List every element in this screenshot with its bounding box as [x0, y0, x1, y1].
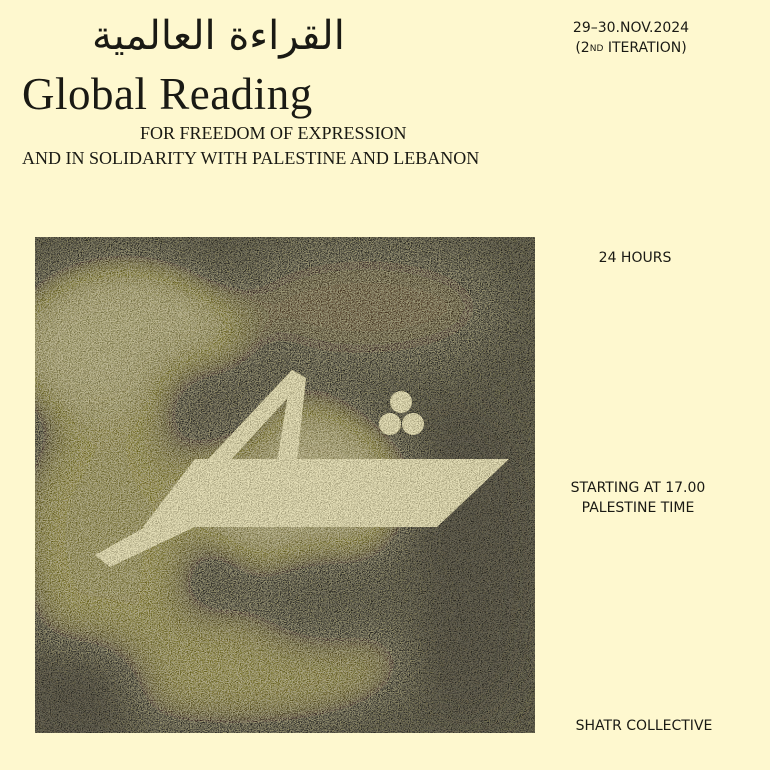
organizer-label: SHATR COLLECTIVE [575, 718, 713, 734]
page-title: Global Reading [22, 69, 313, 119]
event-dates: 29–30.NOV.2024 [572, 20, 690, 36]
start-time-block [556, 478, 720, 518]
duration-label: 24 HOURS [598, 250, 672, 266]
poster-artwork [35, 237, 535, 733]
subtitle-line-2: AND IN SOLIDARITY WITH PALESTINE AND LEBANON [22, 148, 480, 168]
subtitle-line-1: FOR FREEDOM OF EXPRESSION [140, 123, 407, 143]
date-block [556, 18, 706, 58]
iteration-label [556, 38, 706, 58]
start-time: STARTING AT 17.00 [570, 480, 706, 496]
iteration-ordinal: ND [589, 44, 604, 54]
iteration-open: (2 [575, 40, 590, 56]
timezone-label: PALESTINE TIME [581, 500, 695, 516]
arabic-title: القراءة العالمية [92, 13, 345, 59]
iteration-close: ITERATION) [603, 40, 687, 56]
